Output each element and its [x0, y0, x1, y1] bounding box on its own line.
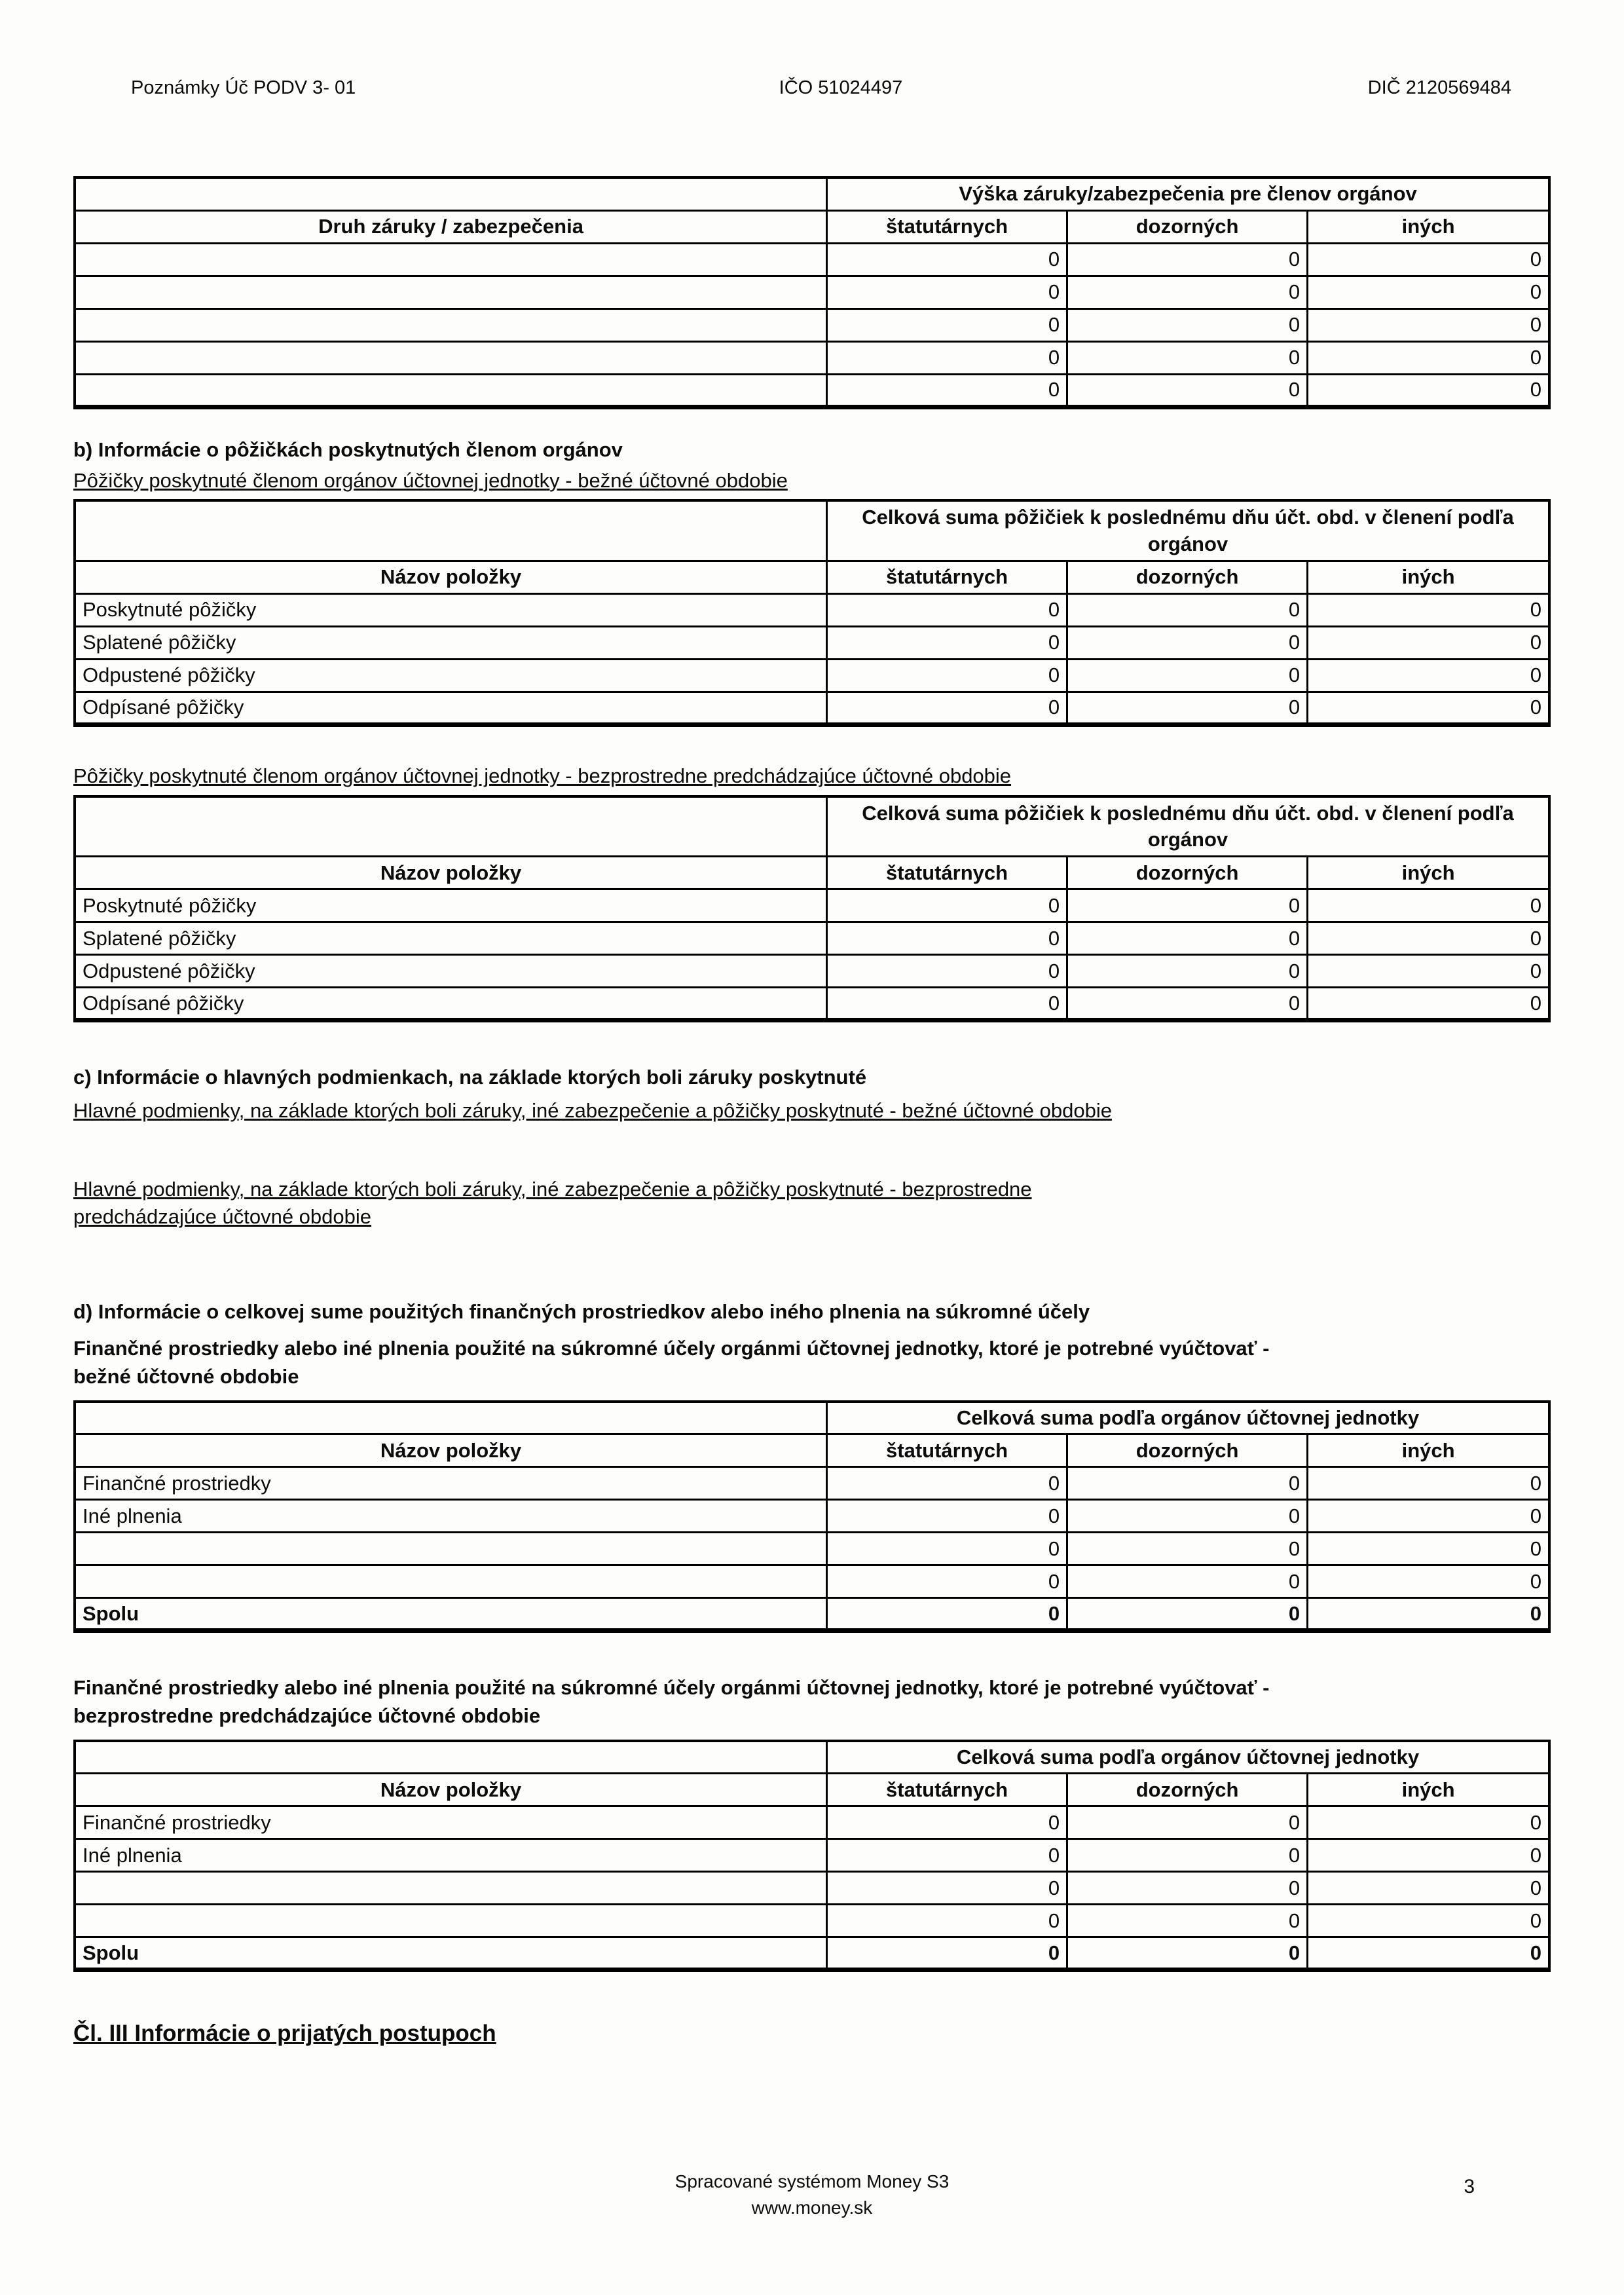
- row-label: [75, 243, 827, 276]
- cell-value: 0: [827, 922, 1067, 955]
- cell-value: 0: [1067, 692, 1308, 724]
- table-row: [75, 1872, 1549, 1905]
- cell-value: 0: [827, 1937, 1067, 1970]
- table-row: [75, 955, 1549, 988]
- cell-value: 0: [1308, 1937, 1549, 1970]
- cell-value: 0: [827, 243, 1067, 276]
- cell-value: 0: [827, 1598, 1067, 1631]
- cell-value: 0: [1067, 626, 1308, 659]
- table-header-row: [75, 177, 1549, 210]
- row-label: Iné plnenia: [75, 1839, 827, 1872]
- cell-value: 0: [1067, 659, 1308, 692]
- cell-value: 0: [827, 1533, 1067, 1565]
- row-label: [75, 276, 827, 308]
- column-header: dozorných: [1067, 561, 1308, 593]
- section-d-title: d) Informácie o celkovej sume použitých finančných prostriedkov alebo iného plnenia na súkromné účely: [73, 1299, 1090, 1323]
- document-footer: [0, 2169, 1624, 2222]
- cell-value: 0: [827, 1806, 1067, 1839]
- cell-value: 0: [1067, 593, 1308, 626]
- column-header: štatutárnych: [827, 857, 1067, 889]
- cell-value: 0: [1067, 1500, 1308, 1533]
- column-header: Názov položky: [75, 1434, 827, 1467]
- cell-value: 0: [1308, 1905, 1549, 1937]
- cell-value: 0: [1308, 988, 1549, 1020]
- table-row: [75, 1806, 1549, 1839]
- loans-previous-subtitle: Pôžičky poskytnuté členom orgánov účtovnej jednotky - bezprostredne predchádzajúce účtovné obdobie: [73, 764, 1012, 787]
- funds-table-previous: [73, 1740, 1551, 1973]
- row-label: Spolu: [75, 1937, 827, 1970]
- table-header-row: [75, 1402, 1549, 1434]
- table-total-row: [75, 1937, 1549, 1970]
- column-header: Názov položky: [75, 857, 827, 889]
- cell-value: 0: [827, 1565, 1067, 1598]
- cell-value: 0: [827, 276, 1067, 308]
- row-label: [75, 1905, 827, 1937]
- cell-value: 0: [1308, 659, 1549, 692]
- cell-value: 0: [1308, 1872, 1549, 1905]
- table-row: [75, 1905, 1549, 1937]
- row-label: [75, 1872, 827, 1905]
- cell-value: 0: [1067, 1533, 1308, 1565]
- cell-value: 0: [1308, 1533, 1549, 1565]
- cell-value: 0: [1067, 889, 1308, 922]
- cell-value: 0: [1067, 988, 1308, 1020]
- table-row: [75, 889, 1549, 922]
- column-header: štatutárnych: [827, 561, 1067, 593]
- corner-cell: [75, 177, 827, 210]
- corner-cell: [75, 1741, 827, 1774]
- row-label: [75, 308, 827, 341]
- table-row: [75, 593, 1549, 626]
- column-header: dozorných: [1067, 1434, 1308, 1467]
- row-label: [75, 1533, 827, 1565]
- table-row: [75, 276, 1549, 308]
- column-header: Druh záruky / zabezpečenia: [75, 210, 827, 243]
- cell-value: 0: [1067, 374, 1308, 407]
- cell-value: 0: [827, 593, 1067, 626]
- row-label: [75, 374, 827, 407]
- corner-cell: [75, 1402, 827, 1434]
- table-row: [75, 922, 1549, 955]
- corner-cell: [75, 796, 827, 857]
- loans-span-header: Celková suma pôžičiek k poslednému dňu účt. obd. v členení podľa orgánov: [827, 500, 1549, 561]
- funds-span-header: Celková suma podľa orgánov účtovnej jednotky: [827, 1741, 1549, 1774]
- cell-value: 0: [827, 1500, 1067, 1533]
- table-row: [75, 1533, 1549, 1565]
- table-total-row: [75, 1598, 1549, 1631]
- cell-value: 0: [827, 1467, 1067, 1500]
- table-subheader-row: [75, 1774, 1549, 1806]
- table-row: [75, 1839, 1549, 1872]
- table-row: [75, 1500, 1549, 1533]
- row-label: Odpísané pôžičky: [75, 692, 827, 724]
- column-header: štatutárnych: [827, 210, 1067, 243]
- guarantee-table: [73, 176, 1551, 409]
- form-id: Poznámky Úč PODV 3- 01: [131, 77, 356, 98]
- table-row: [75, 692, 1549, 724]
- funds-span-header: Celková suma podľa orgánov účtovnej jednotky: [827, 1402, 1549, 1434]
- column-header: iných: [1308, 210, 1549, 243]
- row-label: Finančné prostriedky: [75, 1806, 827, 1839]
- cell-value: 0: [1067, 1937, 1308, 1970]
- table-row: [75, 374, 1549, 407]
- page-number: 3: [1464, 2176, 1475, 2197]
- cell-value: 0: [1067, 243, 1308, 276]
- row-label: Finančné prostriedky: [75, 1467, 827, 1500]
- cell-value: 0: [1308, 955, 1549, 988]
- row-label: [75, 1565, 827, 1598]
- cell-value: 0: [1308, 276, 1549, 308]
- table-row: [75, 626, 1549, 659]
- table-row: [75, 243, 1549, 276]
- cell-value: 0: [1067, 1905, 1308, 1937]
- row-label: Poskytnuté pôžičky: [75, 593, 827, 626]
- row-label: Splatené pôžičky: [75, 922, 827, 955]
- cell-value: 0: [1308, 1806, 1549, 1839]
- cell-value: 0: [827, 374, 1067, 407]
- cell-value: 0: [827, 1872, 1067, 1905]
- funds-previous-para: Finančné prostriedky alebo iné plnenia použité na súkromné účely orgánmi účtovnej jednotky, ktoré je potrebné vyúčtovať - bezprostredne predchádzajúce účtovné obdobie: [73, 1676, 1270, 1728]
- company-dic: DIČ 2120569484: [1367, 77, 1511, 98]
- cell-value: 0: [1308, 1598, 1549, 1631]
- column-header: iných: [1308, 1434, 1549, 1467]
- company-ico: IČO 51024497: [779, 77, 903, 98]
- cell-value: 0: [1067, 341, 1308, 374]
- table-row: [75, 659, 1549, 692]
- column-header: dozorných: [1067, 1774, 1308, 1806]
- cell-value: 0: [827, 341, 1067, 374]
- loans-span-header: Celková suma pôžičiek k poslednému dňu účt. obd. v členení podľa orgánov: [827, 796, 1549, 857]
- table-subheader-row: [75, 857, 1549, 889]
- table-header-row: [75, 1741, 1549, 1774]
- cell-value: 0: [1067, 1598, 1308, 1631]
- table-row: [75, 1467, 1549, 1500]
- column-header: dozorných: [1067, 210, 1308, 243]
- cell-value: 0: [1308, 308, 1549, 341]
- cell-value: 0: [1067, 276, 1308, 308]
- loans-table-current: [73, 499, 1551, 727]
- article-iii-title: Čl. III Informácie o prijatých postupoch: [73, 2021, 496, 2047]
- cell-value: 0: [827, 308, 1067, 341]
- cell-value: 0: [827, 659, 1067, 692]
- column-header: iných: [1308, 857, 1549, 889]
- footer-url: www.money.sk: [751, 2197, 873, 2218]
- table-row: [75, 1565, 1549, 1598]
- cell-value: 0: [1308, 626, 1549, 659]
- column-header: dozorných: [1067, 857, 1308, 889]
- column-header: Názov položky: [75, 1774, 827, 1806]
- row-label: Splatené pôžičky: [75, 626, 827, 659]
- column-header: iných: [1308, 1774, 1549, 1806]
- cell-value: 0: [1067, 1565, 1308, 1598]
- cell-value: 0: [1308, 922, 1549, 955]
- funds-table-current: [73, 1400, 1551, 1633]
- cell-value: 0: [1067, 308, 1308, 341]
- row-label: Odpustené pôžičky: [75, 955, 827, 988]
- conditions-current-para: Hlavné podmienky, na základe ktorých boli záruky, iné zabezpečenie a pôžičky poskytnuté - bežné účtovné obdobie: [73, 1099, 1112, 1123]
- column-header: iných: [1308, 561, 1549, 593]
- cell-value: 0: [827, 889, 1067, 922]
- table-subheader-row: [75, 561, 1549, 593]
- column-header: štatutárnych: [827, 1774, 1067, 1806]
- column-header: Názov položky: [75, 561, 827, 593]
- cell-value: 0: [1308, 889, 1549, 922]
- cell-value: 0: [1308, 1839, 1549, 1872]
- cell-value: 0: [1308, 1565, 1549, 1598]
- column-header: štatutárnych: [827, 1434, 1067, 1467]
- cell-value: 0: [1308, 374, 1549, 407]
- cell-value: 0: [1067, 1839, 1308, 1872]
- row-label: [75, 341, 827, 374]
- cell-value: 0: [827, 988, 1067, 1020]
- table-header-row: [75, 796, 1549, 857]
- cell-value: 0: [1067, 955, 1308, 988]
- cell-value: 0: [1308, 692, 1549, 724]
- cell-value: 0: [1067, 1806, 1308, 1839]
- cell-value: 0: [1308, 593, 1549, 626]
- loans-current-subtitle: Pôžičky poskytnuté členom orgánov účtovnej jednotky - bežné účtovné obdobie: [73, 468, 788, 492]
- guarantee-span-header: Výška záruky/zabezpečenia pre členov orgánov: [827, 177, 1549, 210]
- row-label: Poskytnuté pôžičky: [75, 889, 827, 922]
- funds-current-para: Finančné prostriedky alebo iné plnenia použité na súkromné účely orgánmi účtovnej jednotky, ktoré je potrebné vyúčtovať - bežné účtovné obdobie: [73, 1336, 1270, 1389]
- table-row: [75, 308, 1549, 341]
- cell-value: 0: [827, 955, 1067, 988]
- row-label: Iné plnenia: [75, 1500, 827, 1533]
- cell-value: 0: [1308, 1500, 1549, 1533]
- section-c-title: c) Informácie o hlavných podmienkach, na základe ktorých boli záruky poskytnuté: [73, 1066, 867, 1089]
- row-label: Odpustené pôžičky: [75, 659, 827, 692]
- cell-value: 0: [827, 1905, 1067, 1937]
- corner-cell: [75, 500, 827, 561]
- row-label: Spolu: [75, 1598, 827, 1631]
- section-b-title: b) Informácie o pôžičkách poskytnutých členom orgánov: [73, 438, 623, 461]
- table-subheader-row: [75, 210, 1549, 243]
- table-header-row: [75, 500, 1549, 561]
- footer-generator: Spracované systémom Money S3: [674, 2171, 950, 2192]
- loans-table-previous: [73, 795, 1551, 1023]
- table-subheader-row: [75, 1434, 1549, 1467]
- table-row: [75, 988, 1549, 1020]
- cell-value: 0: [1067, 922, 1308, 955]
- row-label: Odpísané pôžičky: [75, 988, 827, 1020]
- cell-value: 0: [1308, 341, 1549, 374]
- conditions-previous-para: Hlavné podmienky, na základe ktorých boli záruky, iné zabezpečenie a pôžičky poskytnuté - bezprostredne predchádzajúce účtovné obdobie: [73, 1178, 1032, 1228]
- cell-value: 0: [1067, 1872, 1308, 1905]
- table-row: [75, 341, 1549, 374]
- cell-value: 0: [827, 626, 1067, 659]
- cell-value: 0: [1067, 1467, 1308, 1500]
- document-header: [73, 77, 1551, 99]
- cell-value: 0: [827, 692, 1067, 724]
- cell-value: 0: [1308, 1467, 1549, 1500]
- cell-value: 0: [827, 1839, 1067, 1872]
- cell-value: 0: [1308, 243, 1549, 276]
